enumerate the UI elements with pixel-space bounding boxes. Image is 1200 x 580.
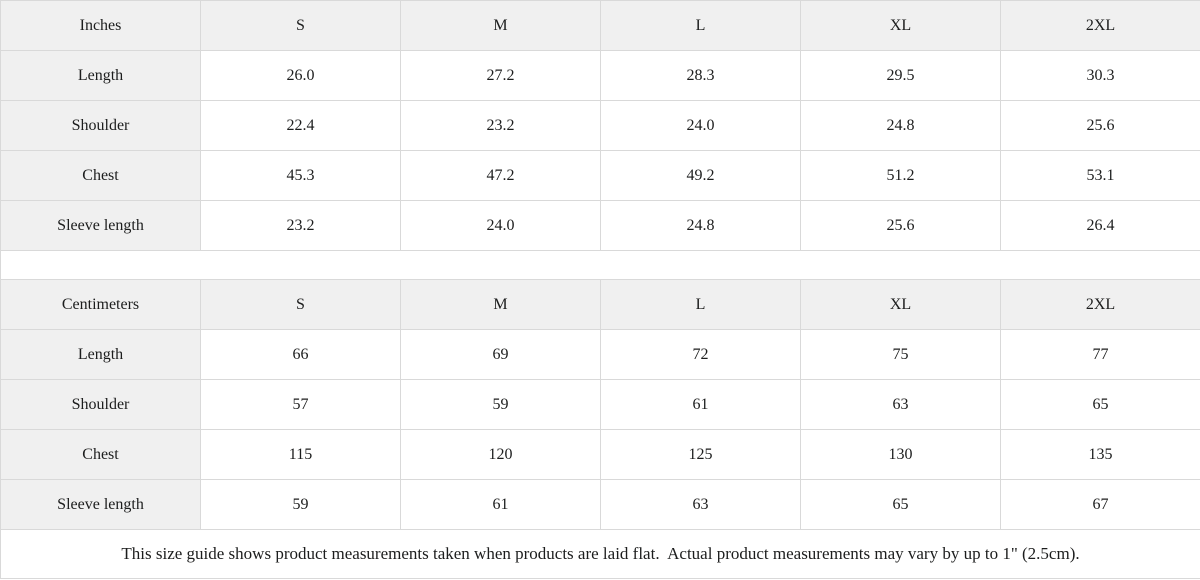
size-header-cell: L bbox=[601, 1, 801, 51]
measurement-value-cell: 29.5 bbox=[801, 51, 1001, 101]
spacer-cell bbox=[1, 251, 1200, 280]
measurement-row bbox=[1, 101, 1200, 151]
measurement-value-cell: 57 bbox=[201, 380, 401, 430]
unit-header-row bbox=[1, 280, 1200, 330]
measurement-value-cell: 115 bbox=[201, 430, 401, 480]
measurement-value-cell: 23.2 bbox=[201, 201, 401, 251]
measurement-value-cell: 49.2 bbox=[601, 151, 801, 201]
measurement-value-cell: 135 bbox=[1001, 430, 1200, 480]
measurement-value-cell: 72 bbox=[601, 330, 801, 380]
measurement-value-cell: 26.0 bbox=[201, 51, 401, 101]
measurement-value-cell: 28.3 bbox=[601, 51, 801, 101]
measurement-row bbox=[1, 330, 1200, 380]
measurement-value-cell: 24.8 bbox=[801, 101, 1001, 151]
measurement-label-cell: Shoulder bbox=[1, 101, 201, 151]
measurement-label-cell: Chest bbox=[1, 151, 201, 201]
measurement-value-cell: 24.0 bbox=[401, 201, 601, 251]
measurement-value-cell: 53.1 bbox=[1001, 151, 1200, 201]
measurement-value-cell: 25.6 bbox=[1001, 101, 1200, 151]
measurement-value-cell: 125 bbox=[601, 430, 801, 480]
measurement-row bbox=[1, 430, 1200, 480]
measurement-value-cell: 59 bbox=[401, 380, 601, 430]
measurement-value-cell: 61 bbox=[401, 480, 601, 530]
measurement-label-cell: Sleeve length bbox=[1, 480, 201, 530]
measurement-value-cell: 27.2 bbox=[401, 51, 601, 101]
measurement-row bbox=[1, 151, 1200, 201]
measurement-row bbox=[1, 380, 1200, 430]
measurement-value-cell: 23.2 bbox=[401, 101, 601, 151]
measurement-row bbox=[1, 480, 1200, 530]
spacer-row bbox=[1, 251, 1200, 280]
size-header-cell: 2XL bbox=[1001, 1, 1200, 51]
size-header-cell: M bbox=[401, 280, 601, 330]
unit-label-cell: Inches bbox=[1, 1, 201, 51]
measurement-value-cell: 63 bbox=[801, 380, 1001, 430]
measurement-value-cell: 130 bbox=[801, 430, 1001, 480]
measurement-value-cell: 30.3 bbox=[1001, 51, 1200, 101]
measurement-value-cell: 47.2 bbox=[401, 151, 601, 201]
measurement-value-cell: 25.6 bbox=[801, 201, 1001, 251]
measurement-value-cell: 67 bbox=[1001, 480, 1200, 530]
measurement-label-cell: Length bbox=[1, 51, 201, 101]
footnote-text: This size guide shows product measurements taken when products are laid flat. Actual product measurements may vary by up to 1" (2.5cm). bbox=[1, 530, 1200, 579]
size-header-cell: XL bbox=[801, 280, 1001, 330]
measurement-label-cell: Shoulder bbox=[1, 380, 201, 430]
unit-header-row bbox=[1, 1, 1200, 51]
size-header-cell: XL bbox=[801, 1, 1001, 51]
measurement-value-cell: 51.2 bbox=[801, 151, 1001, 201]
measurement-label-cell: Chest bbox=[1, 430, 201, 480]
size-header-cell: L bbox=[601, 280, 801, 330]
measurement-value-cell: 63 bbox=[601, 480, 801, 530]
measurement-value-cell: 22.4 bbox=[201, 101, 401, 151]
measurement-row bbox=[1, 51, 1200, 101]
size-header-cell: S bbox=[201, 1, 401, 51]
measurement-label-cell: Length bbox=[1, 330, 201, 380]
size-header-cell: S bbox=[201, 280, 401, 330]
unit-label-cell: Centimeters bbox=[1, 280, 201, 330]
measurement-value-cell: 75 bbox=[801, 330, 1001, 380]
measurement-value-cell: 69 bbox=[401, 330, 601, 380]
measurement-value-cell: 77 bbox=[1001, 330, 1200, 380]
footnote-row bbox=[1, 530, 1200, 579]
size-header-cell: 2XL bbox=[1001, 280, 1200, 330]
measurement-value-cell: 120 bbox=[401, 430, 601, 480]
measurement-value-cell: 24.0 bbox=[601, 101, 801, 151]
measurement-value-cell: 61 bbox=[601, 380, 801, 430]
size-guide-body bbox=[1, 1, 1200, 579]
measurement-value-cell: 26.4 bbox=[1001, 201, 1200, 251]
measurement-label-cell: Sleeve length bbox=[1, 201, 201, 251]
measurement-value-cell: 66 bbox=[201, 330, 401, 380]
size-header-cell: M bbox=[401, 1, 601, 51]
measurement-value-cell: 24.8 bbox=[601, 201, 801, 251]
measurement-row bbox=[1, 201, 1200, 251]
measurement-value-cell: 65 bbox=[1001, 380, 1200, 430]
measurement-value-cell: 45.3 bbox=[201, 151, 401, 201]
measurement-value-cell: 59 bbox=[201, 480, 401, 530]
measurement-value-cell: 65 bbox=[801, 480, 1001, 530]
